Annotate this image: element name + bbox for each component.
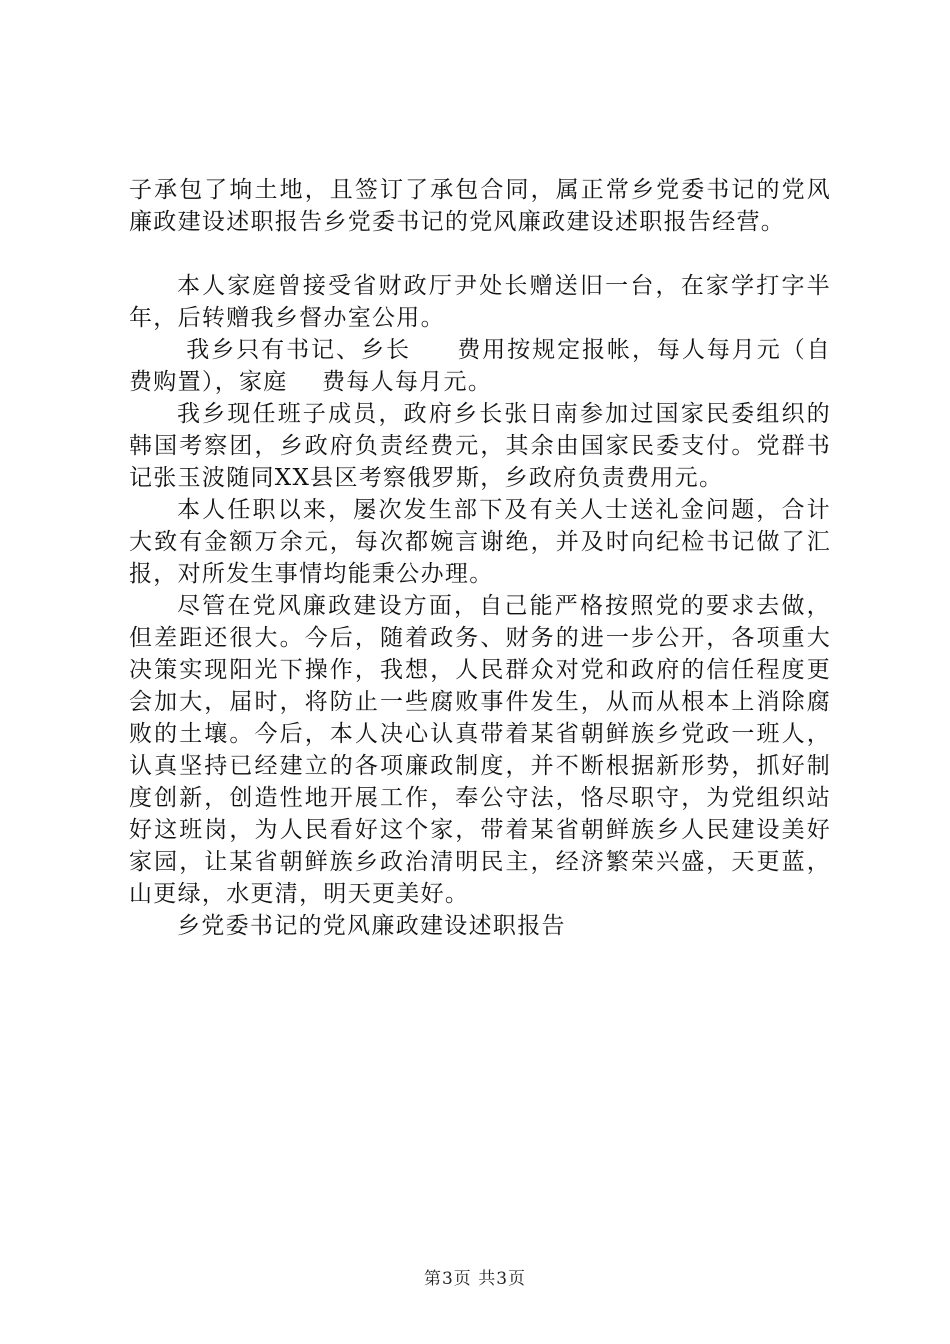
paragraph-gift-report: 本人家庭曾接受省财政厅尹处长赠送旧一台，在家学打字半年，后转赠我乡督办室公用。 — [129, 273, 831, 331]
document-body — [129, 174, 831, 942]
paragraph-gift-refusal: 本人任职以来，屡次发生部下及有关人士送礼金问题，合计大致有金额万余元，每次都婉言谢绝，并及时向纪检书记做了汇报，对所发生事情均能秉公办理。 — [129, 497, 831, 587]
paragraph-continuation: 子承包了垧土地，且签订了承包合同，属正常乡党委书记的党风廉政建设述职报告乡党委书记的党风廉政建设述职报告经营。 — [129, 177, 831, 235]
paragraph-conclusion: 尽管在党风廉政建设方面，自己能严格按照党的要求去做，但差距还很大。今后，随着政务、财务的进一步公开，各项重大决策实现阳光下操作，我想，人民群众对党和政府的信任程度更会加大，届时，将防止一些腐败事件发生，从而从根本上消除腐败的土壤。今后，本人决心认真带着某省朝鲜族乡党政一班人，认真坚持已经建立的各项廉政制度，并不断根据新形势，抓好制度创新，创造性地开展工作，奉公守法，恪尽职守，为党组织站好这班岗，为人民看好这个家，带着某省朝鲜族乡人民建设美好家园，让某省朝鲜族乡政治清明民主，经济繁荣兴盛，天更蓝，山更绿，水更清，明天更美好。 — [129, 593, 831, 907]
paragraph-title-footer: 乡党委书记的党风廉政建设述职报告 — [177, 913, 566, 939]
paragraph-travel-report: 我乡现任班子成员，政府乡长张日南参加过国家民委组织的韩国考察团，乡政府负责经费元，其余由国家民委支付。党群书记张玉波随同XX县区考察俄罗斯，乡政府负责费用元。 — [129, 401, 831, 491]
paragraph-expense-report: 我乡只有书记、乡长 费用按规定报帐，每人每月元（自费购置），家庭 费每人每月元。 — [129, 337, 831, 395]
page-number: 第3页 共3页 — [423, 1269, 527, 1289]
